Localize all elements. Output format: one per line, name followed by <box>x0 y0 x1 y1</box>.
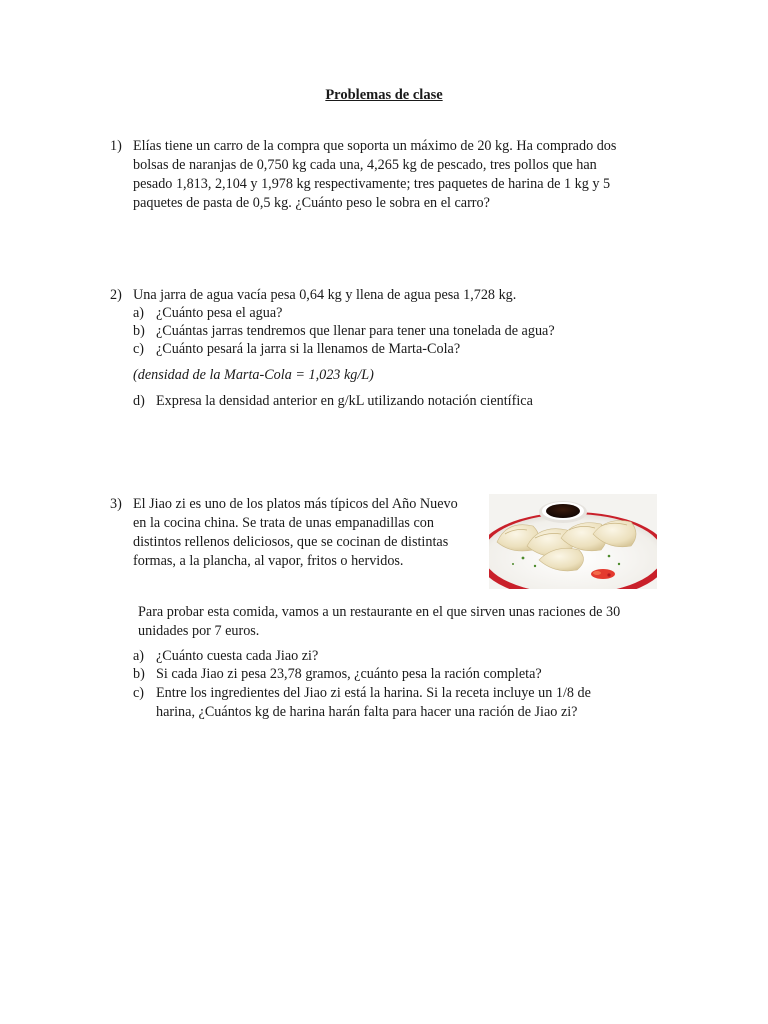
problem-2-density-note: (densidad de la Marta-Cola = 1,023 kg/L) <box>133 367 374 383</box>
problem-3-line: formas, a la plancha, al vapor, fritos o hervidos. <box>133 553 404 569</box>
problem-2-item-a-text: ¿Cuánto pesa el agua? <box>156 305 283 321</box>
problem-3-item-c-line: Entre los ingredientes del Jiao zi está la harina. Si la receta incluye un 1/8 de <box>156 685 591 701</box>
problem-3-item-a-letter: a) <box>133 648 145 664</box>
problem-3-line: distintos rellenos deliciosos, que se cocinan de distintas <box>133 534 449 550</box>
problem-2-item-a-letter: a) <box>133 305 145 321</box>
problem-2-item-d-letter: d) <box>133 393 145 409</box>
problem-3-line: El Jiao zi es uno de los platos más típicos del Año Nuevo <box>133 496 458 512</box>
problem-3-context-line: unidades por 7 euros. <box>138 623 260 639</box>
problem-3-item-a-text: ¿Cuánto cuesta cada Jiao zi? <box>156 648 319 664</box>
problem-3-item-b-letter: b) <box>133 666 145 682</box>
problem-1-line: bolsas de naranjas de 0,750 kg cada una, 4,265 kg de pescado, tres pollos que han <box>133 157 597 173</box>
problem-1-line: pesado 1,813, 2,104 y 1,978 kg respectivamente; tres paquetes de harina de 1 kg y 5 <box>133 176 611 192</box>
problem-3-item-c-letter: c) <box>133 685 145 701</box>
problem-3-item-c-text <box>156 684 630 722</box>
problem-2-item-b-text: ¿Cuántas jarras tendremos que llenar para tener una tonelada de agua? <box>156 323 555 339</box>
problem-2-item-c-letter: c) <box>133 341 145 357</box>
problem-3-item-c-line: harina, ¿Cuántos kg de harina harán falta para hacer una ración de Jiao zi? <box>156 704 578 720</box>
problem-2-number: 2) <box>110 287 122 303</box>
problem-2-item-b-letter: b) <box>133 323 145 339</box>
page-title: Problemas de clase <box>325 87 443 103</box>
problem-1-text <box>133 137 630 213</box>
problem-3-text <box>133 495 477 571</box>
problem-2-item-d-text: Expresa la densidad anterior en g/kL utilizando notación científica <box>156 393 533 409</box>
problem-2-intro: Una jarra de agua vacía pesa 0,64 kg y llena de agua pesa 1,728 kg. <box>133 287 517 303</box>
problem-3-line: en la cocina china. Se trata de unas empanadillas con <box>133 515 434 531</box>
problem-1-number: 1) <box>110 138 122 154</box>
problem-1-line: paquetes de pasta de 0,5 kg. ¿Cuánto peso le sobra en el carro? <box>133 195 490 211</box>
problem-3-context-line: Para probar esta comida, vamos a un restaurante en el que sirven unas raciones de 30 <box>138 604 621 620</box>
dumplings-plate-photo <box>489 494 657 589</box>
problem-3-number: 3) <box>110 496 122 512</box>
dumplings-plate-icon <box>489 494 657 589</box>
problem-3-context <box>138 603 630 641</box>
problem-2-item-c-text: ¿Cuánto pesará la jarra si la llenamos de Marta-Cola? <box>156 341 461 357</box>
problem-3-item-b-text: Si cada Jiao zi pesa 23,78 gramos, ¿cuánto pesa la ración completa? <box>156 666 542 682</box>
problem-1-line: Elías tiene un carro de la compra que soporta un máximo de 20 kg. Ha comprado dos <box>133 138 617 154</box>
